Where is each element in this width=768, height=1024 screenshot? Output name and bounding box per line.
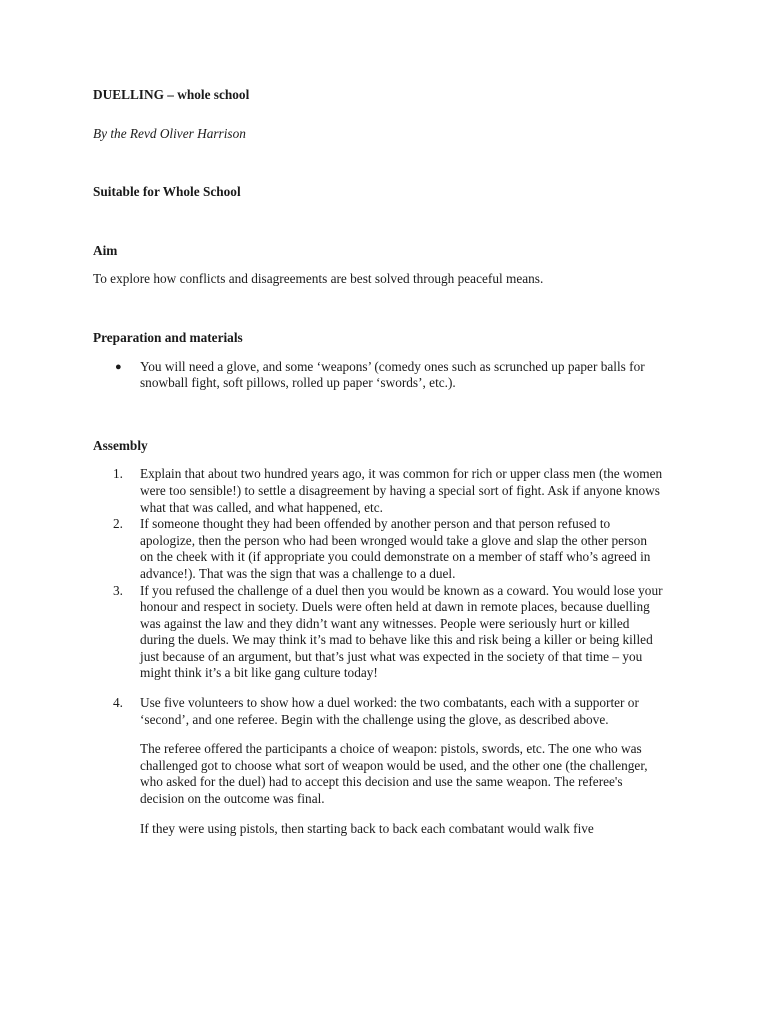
document-title: DUELLING – whole school (93, 87, 250, 102)
step-number: 2. (113, 516, 123, 532)
aim-text: To explore how conflicts and disagreements are best solved through peaceful means. (93, 271, 544, 287)
preparation-heading: Preparation and materials (93, 329, 243, 345)
suitability-heading: Suitable for Whole School (93, 184, 241, 200)
step-paragraph: If they were using pistols, then starting back to back each combatant would walk five (140, 820, 594, 836)
list-item (93, 359, 663, 392)
step-text: If you refused the challenge of a duel then you would be known as a coward. You would lose your honour and respect in society. Duels were often held at dawn in remote places, because duelling was against the law and they didn’t want any witnesses. People were seriously hurt or killed during the duels. We may think it’s mad to behave like this and risk being a killer or being killed just because of an argument, but that’s just what was expected in the society of that time – you might think it’s a bit like gang culture today! (140, 582, 663, 681)
list-item (93, 583, 663, 683)
step-number: 3. (113, 582, 123, 598)
document-page (93, 87, 663, 837)
assembly-steps (93, 466, 663, 837)
step-number: 4. (113, 695, 123, 711)
step-paragraph: The referee offered the participants a choice of weapon: pistols, swords, etc. The one who was challenged got to choose what sort of weapon would be used, and the other one (the challenger, who asked for the duel) had to accept this decision and use the same weapon. The referee's decision on the outcome was final. (140, 741, 648, 807)
list-item (93, 466, 663, 516)
preparation-list (93, 359, 663, 392)
step-text: If someone thought they had been offended by another person and that person refused to apologize, then the person who had been wronged would take a glove and slap the other person on the cheek with it (if appropriate you could demonstrate on a member of staff who’s agreed in advance!). That was the sign that was a challenge to a duel. (140, 516, 651, 581)
author-byline: By the Revd Oliver Harrison (93, 125, 246, 141)
list-item (93, 516, 663, 582)
list-item (93, 695, 663, 837)
step-text: Use five volunteers to show how a duel worked: the two combatants, each with a supporter or ‘second’, and one referee. Begin with the challenge using the glove, as described above. (140, 695, 639, 727)
bullet-icon: ● (115, 360, 122, 373)
aim-heading: Aim (93, 242, 118, 258)
preparation-item-text: You will need a glove, and some ‘weapons’ (comedy ones such as scrunched up paper balls for snowball fight, soft pillows, rolled up paper ‘swords’, etc.). (140, 358, 645, 391)
step-number: 1. (113, 466, 123, 482)
step-text: Explain that about two hundred years ago, it was common for rich or upper class men (the women were too sensible!) to settle a disagreement by having a special sort of fight. Ask if anyone knows what that was called, and what happened, etc. (140, 466, 663, 515)
assembly-heading: Assembly (93, 437, 148, 453)
